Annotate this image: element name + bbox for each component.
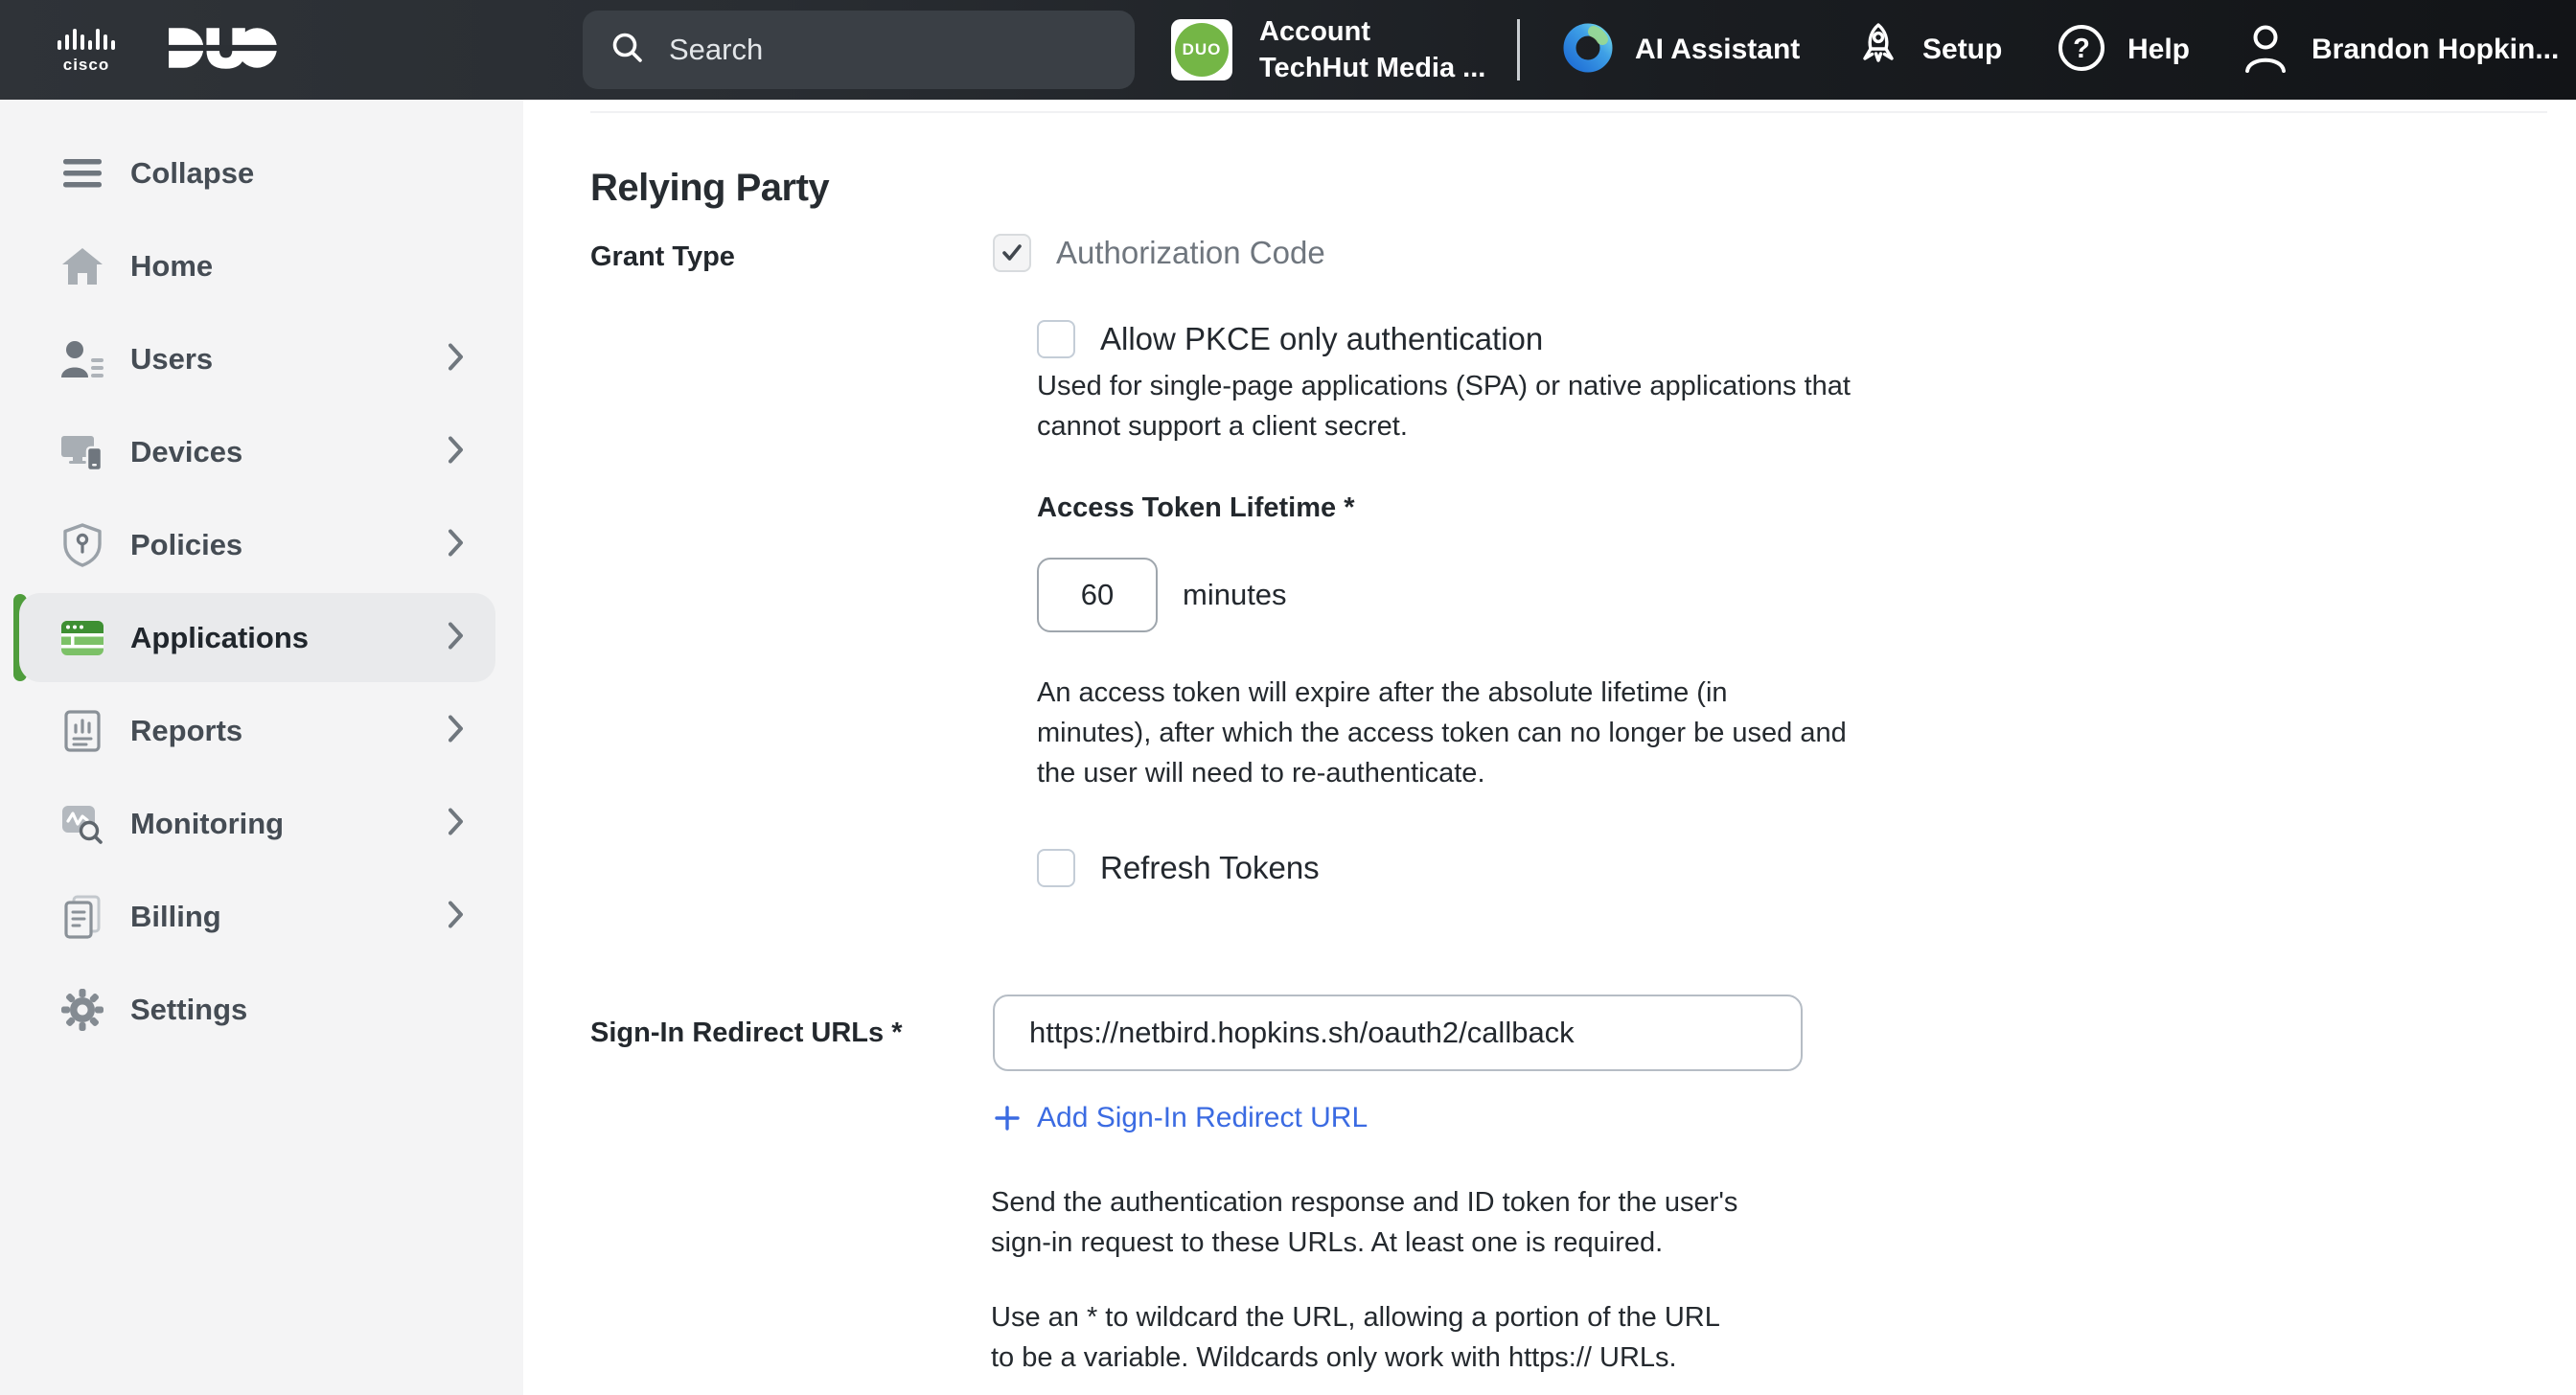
sidebar-item-label: Reports — [130, 713, 243, 747]
access-token-lifetime-input[interactable] — [1037, 558, 1158, 632]
refresh-tokens-checkbox[interactable] — [1037, 849, 1075, 887]
user-icon — [2241, 21, 2290, 80]
pkce-checkbox-row[interactable] — [1037, 320, 1543, 358]
redirect-urls-description-2: Use an * to wildcard the URL, allowing a portion of the URL to be a variable. Wildcards only work with https:// URLs. — [991, 1302, 1719, 1373]
refresh-tokens-checkbox-row[interactable] — [1037, 849, 1320, 887]
search-input[interactable] — [669, 33, 1106, 67]
pkce-checkbox[interactable] — [1037, 320, 1075, 358]
access-token-lifetime-label: Access Token Lifetime * — [1037, 492, 1355, 523]
account-switcher[interactable] — [1171, 0, 1485, 100]
check-icon — [1000, 241, 1024, 264]
billing-icon — [59, 895, 105, 939]
pkce-description: Used for single-page applications (SPA) or native applications that cannot support a client secret. — [1037, 371, 1851, 442]
reports-icon — [59, 709, 105, 753]
monitoring-icon — [59, 802, 105, 846]
applications-icon — [59, 620, 105, 656]
user-menu-label: Brandon Hopkin... — [2312, 34, 2560, 65]
sidebar-item-label: Users — [130, 341, 214, 376]
content-top-divider — [590, 111, 2547, 113]
chevron-right-icon — [448, 529, 464, 560]
plus-icon — [995, 1106, 1020, 1131]
sidebar-item-home[interactable] — [0, 219, 523, 312]
rocket-icon — [1855, 21, 1901, 80]
sidebar-item-reports[interactable] — [0, 684, 523, 777]
ai-assistant-label: AI Assistant — [1635, 34, 1801, 65]
svg-text:?: ? — [2073, 33, 2090, 64]
sidebar-item-label: Billing — [130, 899, 221, 933]
chevron-right-icon — [448, 436, 464, 468]
search-icon — [611, 32, 644, 69]
sidebar-item-users[interactable] — [0, 312, 523, 405]
page-title: Relying Party — [590, 167, 830, 209]
users-icon — [59, 339, 105, 379]
ai-assistant-icon — [1562, 22, 1614, 79]
chevron-right-icon — [448, 622, 464, 653]
search-box — [583, 11, 1135, 89]
chevron-right-icon — [448, 808, 464, 839]
cisco-logo-icon — [52, 20, 128, 80]
account-label: Account — [1259, 16, 1370, 47]
sidebar — [0, 100, 523, 1395]
sidebar-item-label: Settings — [130, 992, 248, 1026]
home-icon — [59, 246, 105, 286]
redirect-url-input[interactable] — [993, 995, 1803, 1071]
add-redirect-url-label: Add Sign-In Redirect URL — [1037, 1102, 1368, 1133]
brand — [52, 0, 278, 100]
authorization-code-checkbox[interactable] — [993, 234, 1031, 272]
ai-assistant-button[interactable] — [1562, 0, 1800, 100]
access-token-lifetime-description: An access token will expire after the absolute lifetime (in minutes), after which the access token can no longer be used and the user will need to re-authenticate. — [1037, 677, 1847, 789]
refresh-tokens-label[interactable]: Refresh Tokens — [1100, 850, 1320, 885]
account-name: TechHut Media ... — [1259, 53, 1486, 83]
chevron-right-icon — [448, 715, 464, 746]
sidebar-item-label: Home — [130, 248, 214, 283]
chevron-right-icon — [448, 901, 464, 932]
chevron-right-icon — [448, 343, 464, 375]
add-redirect-url-button[interactable] — [995, 1102, 1368, 1134]
sidebar-item-collapse[interactable] — [0, 126, 523, 219]
pkce-label[interactable]: Allow PKCE only authentication — [1100, 321, 1544, 356]
sidebar-item-settings[interactable] — [0, 963, 523, 1056]
sidebar-item-devices[interactable] — [0, 405, 523, 498]
grant-type-label: Grant Type — [590, 241, 735, 272]
sidebar-item-policies[interactable] — [0, 498, 523, 591]
account-badge-icon: DUO — [1171, 19, 1232, 80]
topbar — [0, 0, 2576, 100]
sidebar-item-label: Devices — [130, 434, 243, 469]
sidebar-item-applications[interactable] — [0, 591, 523, 684]
access-token-lifetime-unit: minutes — [1183, 578, 1287, 611]
devices-icon — [59, 432, 105, 472]
setup-button[interactable] — [1855, 0, 2002, 100]
main-content — [523, 100, 2576, 1395]
redirect-urls-label: Sign-In Redirect URLs * — [590, 1018, 903, 1048]
help-button[interactable] — [2057, 0, 2190, 100]
help-icon — [2057, 23, 2106, 78]
settings-icon — [59, 989, 105, 1031]
collapse-icon — [59, 157, 105, 190]
topbar-separator — [1517, 19, 1520, 80]
authorization-code-checkbox-row[interactable] — [993, 234, 1325, 272]
sidebar-item-monitoring[interactable] — [0, 777, 523, 870]
policies-icon — [59, 523, 105, 567]
sidebar-item-label: Collapse — [130, 155, 255, 190]
redirect-urls-description-1: Send the authentication response and ID token for the user's sign-in request to these URLs. At least one is required. — [991, 1187, 1738, 1258]
sidebar-item-billing[interactable] — [0, 870, 523, 963]
sidebar-item-label: Applications — [130, 620, 310, 654]
duo-logo-icon — [167, 27, 278, 74]
user-menu-button[interactable] — [2241, 0, 2559, 100]
svg-text:cisco: cisco — [62, 55, 110, 74]
authorization-code-label[interactable]: Authorization Code — [1056, 235, 1325, 270]
sidebar-item-label: Monitoring — [130, 806, 285, 840]
sidebar-item-label: Policies — [130, 527, 243, 561]
help-label: Help — [2128, 34, 2191, 65]
setup-label: Setup — [1922, 34, 2003, 65]
